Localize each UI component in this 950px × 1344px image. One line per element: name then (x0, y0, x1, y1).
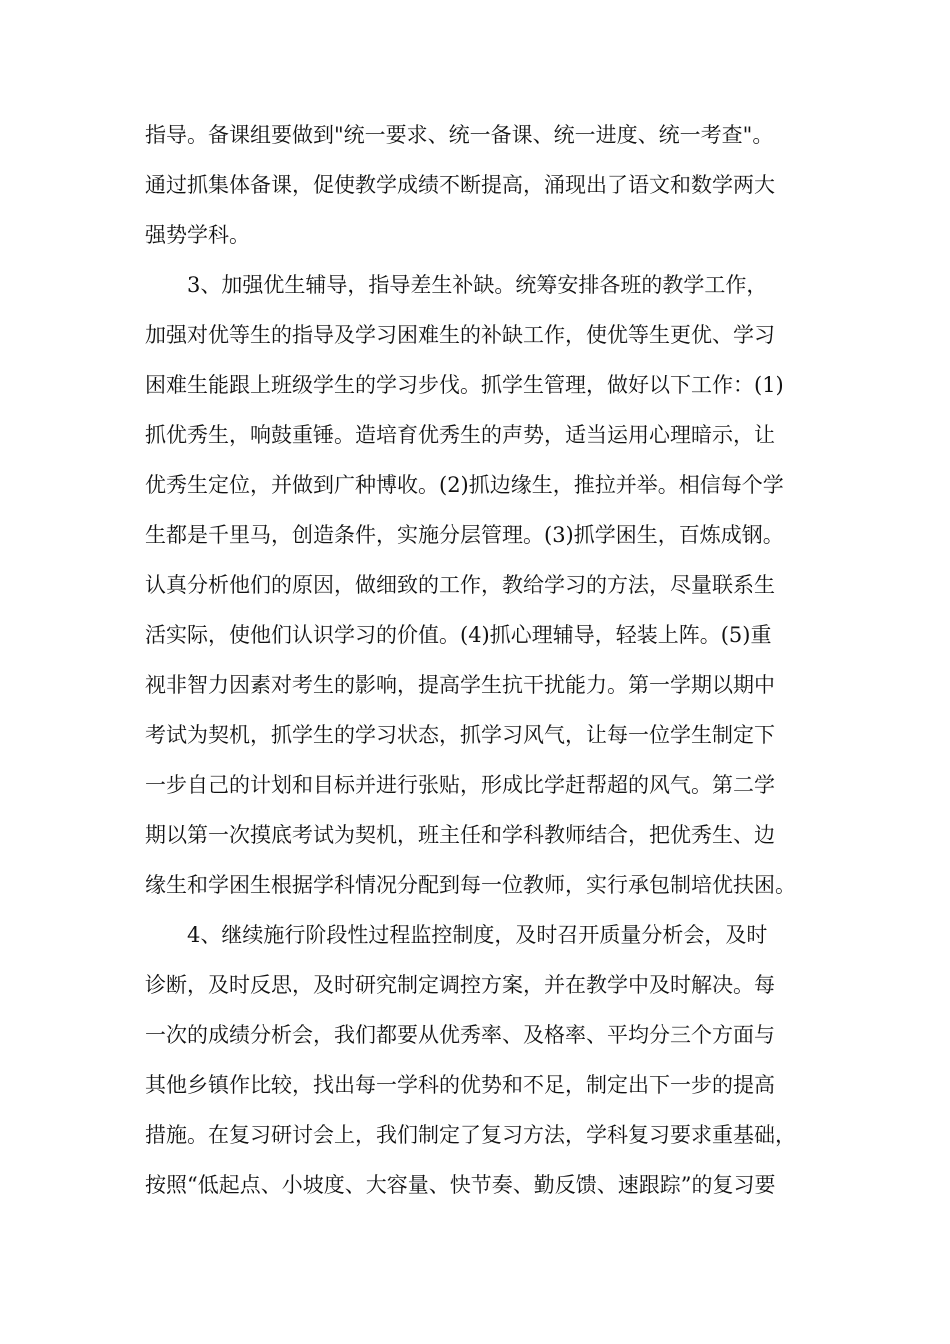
text-line: 加强对优等生的指导及学习困难生的补缺工作，使优等生更优、学习 (145, 323, 775, 347)
text-line: 活实际，使他们认识学习的价值。(4)抓心理辅导，轻装上阵。(5)重 (145, 623, 772, 647)
text-line: 一次的成绩分析会，我们都要从优秀率、及格率、平均分三个方面与 (145, 1023, 775, 1047)
text-line: 一步自己的计划和目标并进行张贴，形成比学赶帮超的风气。第二学 (145, 773, 775, 797)
paragraph-3-first-line: 3、加强优生辅导，指导差生补缺。统筹安排各班的教学工作， (187, 273, 768, 297)
text-line: 诊断，及时反思，及时研究制定调控方案，并在教学中及时解决。每 (145, 973, 775, 997)
text-line: 认真分析他们的原因，做细致的工作，教给学习的方法，尽量联系生 (145, 573, 775, 597)
text-line: 措施。在复习研讨会上，我们制定了复习方法，学科复习要求重基础， (145, 1123, 796, 1147)
text-line: 生都是千里马，创造条件，实施分层管理。(3)抓学困生，百炼成钢。 (145, 523, 784, 547)
text-line: 视非智力因素对考生的影响，提高学生抗干扰能力。第一学期以期中 (145, 673, 775, 697)
body-text (145, 110, 810, 1210)
text-line: 指导。备课组要做到"统一要求、统一备课、统一进度、统一考查"。 (145, 123, 774, 147)
text-line: 按照“低起点、小坡度、大容量、快节奏、勤反馈、速跟踪”的复习要 (145, 1173, 776, 1197)
text-line: 缘生和学困生根据学科情况分配到每一位教师，实行承包制培优扶困。 (145, 873, 796, 897)
text-line: 优秀生定位，并做到广种博收。(2)抓边缘生，推拉并举。相信每个学 (145, 473, 784, 497)
text-line: 困难生能跟上班级学生的学习步伐。抓学生管理，做好以下工作：(1) (145, 373, 784, 397)
text-line: 其他乡镇作比较，找出每一学科的优势和不足，制定出下一步的提高 (145, 1073, 775, 1097)
text-line: 抓优秀生，响鼓重锤。造培育优秀生的声势，适当运用心理暗示，让 (145, 423, 775, 447)
text-line: 强势学科。 (145, 223, 250, 247)
text-line: 考试为契机，抓学生的学习状态，抓学习风气，让每一位学生制定下 (145, 723, 775, 747)
paragraph-4-first-line: 4、继续施行阶段性过程监控制度，及时召开质量分析会，及时 (187, 923, 768, 947)
text-line: 期以第一次摸底考试为契机，班主任和学科教师结合，把优秀生、边 (145, 823, 775, 847)
text-line: 通过抓集体备课，促使教学成绩不断提高，涌现出了语文和数学两大 (145, 173, 775, 197)
